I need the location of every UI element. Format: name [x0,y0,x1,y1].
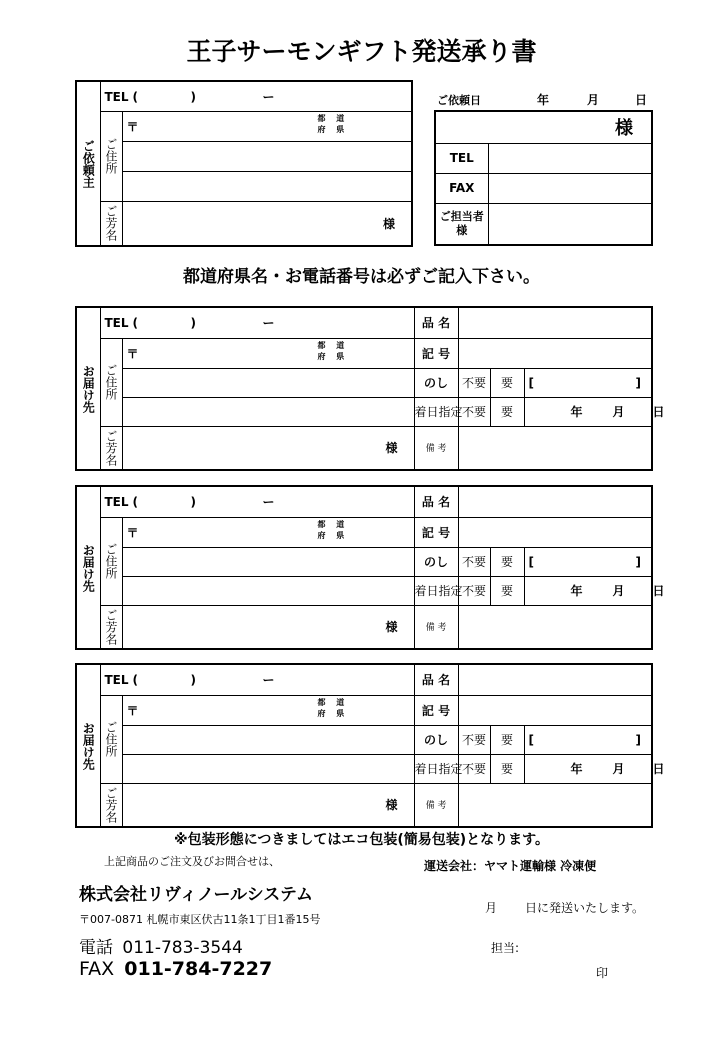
remarks-label: 備 考 [414,426,458,470]
code-label: 記 号 [414,695,458,725]
date-designation-label: 着日指定 [414,754,458,783]
date-unneeded-option[interactable]: 不要 [458,754,490,783]
requester-address-line-2[interactable] [122,171,412,201]
delivery-table-1 [75,306,665,471]
ship-month-label: 月 [485,901,498,915]
delivery-name-field[interactable]: 様 [122,783,414,827]
delivery-table-2 [75,485,665,650]
delivery-side-label: お届け先 [76,307,100,470]
delivery-date-field[interactable]: 年 月 日 [524,576,652,605]
fax-label: FAX [435,173,488,203]
fax-label: FAX [79,958,115,980]
delivery-tel-field[interactable]: TEL ( ) ー [100,664,414,695]
delivery-address-line-2[interactable] [122,754,414,783]
delivery-address-line-1[interactable] [122,725,414,754]
requester-table [75,80,413,247]
noshi-unneeded-option[interactable]: 不要 [458,725,490,754]
delivery-date-field[interactable]: 年 月 日 [524,397,652,426]
client-staff-field[interactable] [488,203,652,245]
name-label: ご芳名 [100,605,122,649]
delivery-tel-field[interactable]: TEL ( ) ー [100,486,414,517]
month-label: 月 [587,93,600,107]
packaging-note: ※包装形態につきましてはエコ包装(簡易包装)となります。 [173,832,549,848]
request-date-row [437,89,653,105]
notice-text: 都道府県名・お電話番号は必ずご記入下さい。 [183,267,540,287]
noshi-label: のし [414,547,458,576]
noshi-needed-option[interactable]: 要 [490,547,524,576]
client-company-field[interactable] [435,111,652,143]
phone-number: 011-783-3544 [122,938,243,958]
delivery-side-label: お届け先 [76,664,100,827]
company-address: 〒007-0871 札幌市東区伏古11条1丁目1番15号 [79,913,321,926]
delivery-zip-field[interactable]: 〒 都 道 府 県 [122,695,414,725]
tel-label: TEL [435,143,488,173]
pref-label: 都 道 府 県 [317,519,349,540]
date-unneeded-option[interactable]: 不要 [458,576,490,605]
shipping-date-text [485,899,644,916]
item-name-label: 品 名 [414,486,458,517]
delivery-address-line-1[interactable] [122,368,414,397]
pref-label: 都 道 府 県 [317,697,349,718]
delivery-zip-field[interactable]: 〒 都 道 府 県 [122,517,414,547]
delivery-zip-field[interactable]: 〒 都 道 府 県 [122,338,414,368]
date-designation-label: 着日指定 [414,397,458,426]
noshi-label: のし [414,368,458,397]
code-field[interactable] [458,338,652,368]
date-needed-option[interactable]: 要 [490,397,524,426]
name-label: ご芳名 [100,426,122,470]
date-needed-option[interactable]: 要 [490,576,524,605]
inquiry-note: 上記商品のご注文及びお問合せは、 [104,855,280,868]
day-label: 日 [635,93,648,107]
remarks-label: 備 考 [414,605,458,649]
item-name-field[interactable] [458,664,652,695]
item-name-label: 品 名 [414,307,458,338]
address-label: ご住所 [100,517,122,605]
requester-name-field[interactable] [122,201,412,246]
delivery-address-line-2[interactable] [122,576,414,605]
tel-dash: ー [262,89,275,104]
date-unneeded-option[interactable]: 不要 [458,397,490,426]
requester-tel-field[interactable] [100,81,412,111]
request-info-table [434,110,653,246]
delivery-tel-field[interactable]: TEL ( ) ー [100,307,414,338]
remarks-label: 備 考 [414,783,458,827]
delivery-table-3 [75,663,665,828]
year-label: 年 [537,93,550,107]
name-label: ご芳名 [100,201,122,246]
fax-number: 011-784-7227 [124,958,273,980]
delivery-date-field[interactable]: 年 月 日 [524,754,652,783]
staff-name-label: ご担当者様 [435,203,488,245]
delivery-address-line-1[interactable] [122,547,414,576]
request-date-label: ご依頼日 [437,94,481,107]
noshi-unneeded-option[interactable]: 不要 [458,547,490,576]
tel-close: ) [190,89,196,104]
address-label: ご住所 [100,338,122,426]
code-field[interactable] [458,517,652,547]
noshi-detail-field[interactable]: [ ] [524,368,652,397]
page-title: 王子サーモンギフト発送承り書 [186,37,537,66]
noshi-detail-field[interactable]: [ ] [524,725,652,754]
noshi-detail-field[interactable]: [ ] [524,547,652,576]
noshi-unneeded-option[interactable]: 不要 [458,368,490,397]
company-name: 株式会社リヴィノールシステム [79,885,314,905]
delivery-side-label: お届け先 [76,486,100,649]
address-label: ご住所 [100,695,122,783]
pref-label: 都 道 府 県 [317,340,349,361]
item-name-field[interactable] [458,307,652,338]
remarks-field[interactable] [458,605,652,649]
name-label: ご芳名 [100,783,122,827]
code-label: 記 号 [414,517,458,547]
tel-prefix: TEL [104,89,129,104]
noshi-label: のし [414,725,458,754]
delivery-address-line-2[interactable] [122,397,414,426]
zip-mark: 〒 [126,119,139,134]
requester-side-label: ご依頼主 [76,81,100,246]
address-label: ご住所 [100,111,122,201]
item-name-label: 品 名 [414,664,458,695]
remarks-field[interactable] [458,783,652,827]
item-name-field[interactable] [458,486,652,517]
noshi-needed-option[interactable]: 要 [490,368,524,397]
requester-zip-field[interactable] [122,111,412,141]
noshi-needed-option[interactable]: 要 [490,725,524,754]
ship-day-text: 日に発送いたします。 [525,901,645,915]
client-fax-field[interactable] [488,173,652,203]
seal-label: 印 [596,966,609,980]
carrier-text: 運送会社：ヤマト運輸様 冷凍便 [424,859,597,873]
staff-label: 担当: [491,941,520,955]
pref-label: 都 道 府 県 [317,113,349,134]
delivery-name-field[interactable]: 様 [122,426,414,470]
date-needed-option[interactable]: 要 [490,754,524,783]
remarks-field[interactable] [458,426,652,470]
delivery-name-field[interactable]: 様 [122,605,414,649]
client-tel-field[interactable] [488,143,652,173]
requester-address-line-1[interactable] [122,141,412,171]
date-designation-label: 着日指定 [414,576,458,605]
code-label: 記 号 [414,338,458,368]
tel-open: ( [132,89,138,104]
company-fax [79,958,272,980]
code-field[interactable] [458,695,652,725]
company-phone [79,933,243,958]
honorific: 様 [382,216,395,231]
honorific: 様 [615,118,633,140]
phone-label: 電話 [79,938,113,958]
